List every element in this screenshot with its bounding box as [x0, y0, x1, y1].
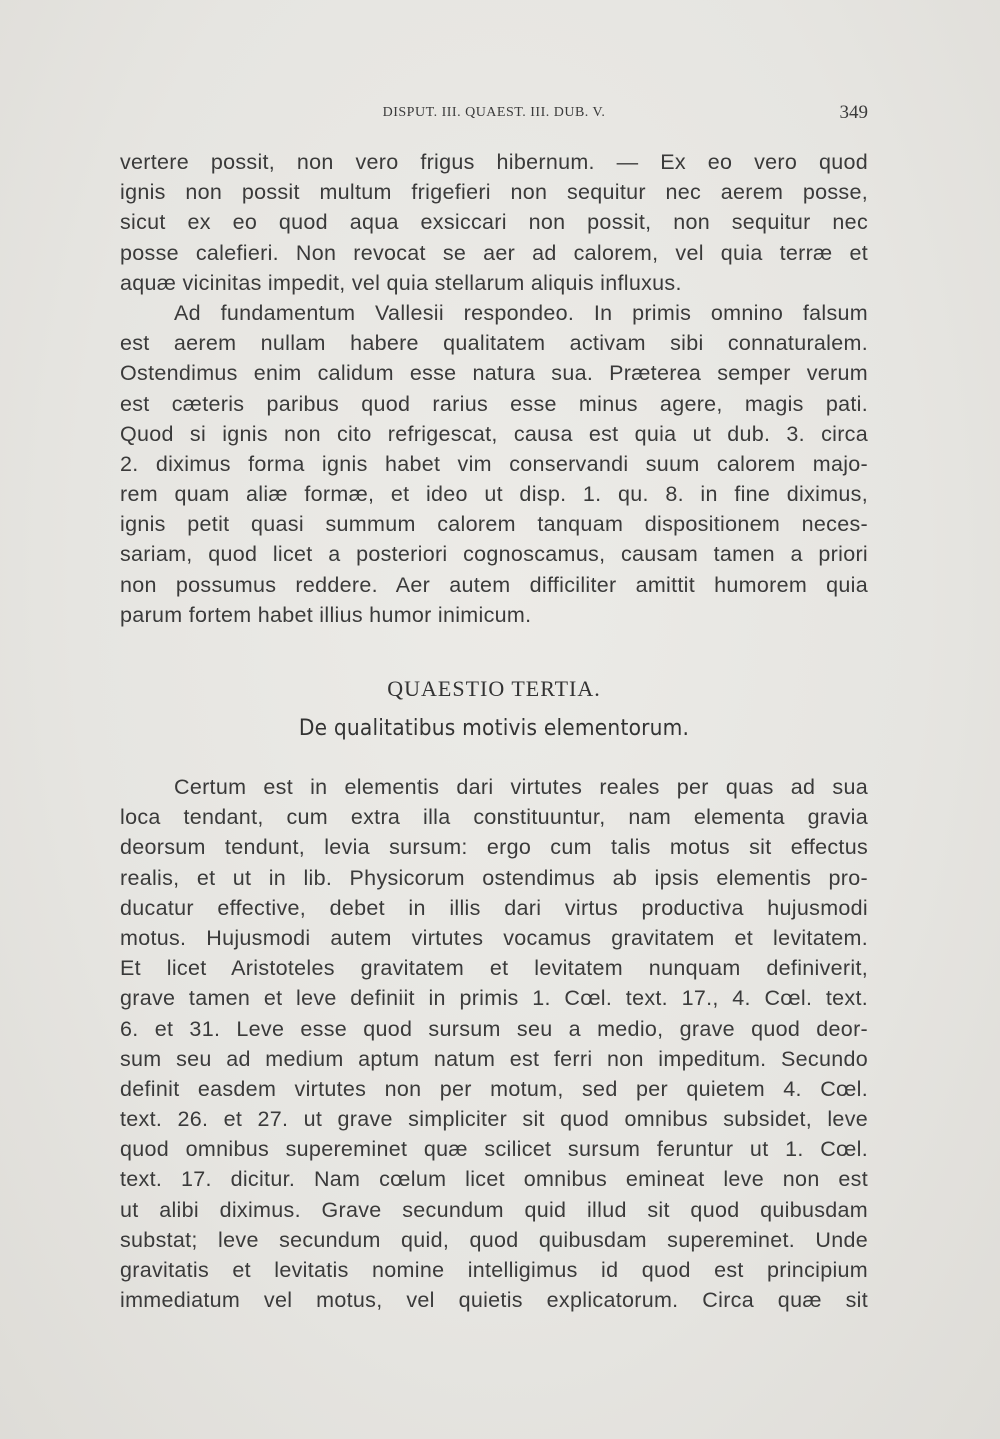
- text-line: ignis non possit multum frigefieri non sequitur nec aerem posse,: [120, 180, 868, 205]
- text-line: text. 17. dicitur. Nam cœlum licet omnibus emineat leve non est: [120, 1167, 868, 1192]
- text-line: gravitatis et levitatis nomine intelligimus id quod est principium: [120, 1258, 868, 1282]
- text-line: est aerem nullam habere qualitatem activam sibi connaturalem.: [120, 331, 868, 356]
- text-line: ignis petit quasi summum calorem tanquam dispositionem neces-: [120, 512, 868, 537]
- section-title: QUAESTIO TERTIA.: [387, 676, 601, 701]
- text-line: non possumus reddere. Aer autem difficiliter amittit humorem quia: [120, 572, 868, 597]
- text-block-continuation: [120, 147, 868, 630]
- text-line: Ad fundamentum Vallesii respondeo. In primis omnino falsum: [174, 300, 868, 325]
- text-line: grave tamen et leve definiit in primis 1. Cœl. text. 17., 4. Cœl. text.: [120, 986, 868, 1011]
- text-block-section: [120, 772, 868, 1315]
- text-line: sicut ex eo quod aqua exsiccari non possit, non sequitur nec: [120, 210, 868, 235]
- page-number: 349: [839, 102, 868, 123]
- text-line: quod omnibus supereminet quæ scilicet sursum feruntur ut 1. Cœl.: [120, 1137, 868, 1162]
- text-line: deorsum tendunt, levia sursum: ergo cum talis motus sit effectus: [120, 835, 868, 860]
- text-line: aquæ vicinitas impedit, vel quia stellarum aliquis influxus.: [120, 270, 682, 295]
- text-line: rem quam aliæ formæ, et ideo ut disp. 1. qu. 8. in fine diximus,: [120, 482, 868, 507]
- text-line: Et licet Aristoteles gravitatem et levitatem nunquam definiverit,: [120, 956, 868, 981]
- text-line: sariam, quod licet a posteriori cognoscamus, causam tamen a priori: [120, 542, 868, 567]
- running-head: [120, 102, 868, 126]
- running-title: DISPUT. III. QUAEST. III. DUB. V.: [382, 105, 606, 120]
- text-line: vertere possit, non vero frigus hibernum. — Ex eo vero quod: [120, 150, 868, 174]
- text-line: sum seu ad medium aptum natum est ferri non impeditum. Secundo: [120, 1046, 868, 1071]
- text-line: 6. et 31. Leve esse quod sursum seu a medio, grave quod deor-: [120, 1016, 868, 1041]
- text-line: immediatum vel motus, vel quietis explicatorum. Circa quæ sit: [120, 1288, 868, 1313]
- text-line: loca tendant, cum extra illa constituuntur, nam elementa gravia: [120, 805, 868, 830]
- text-line: posse calefieri. Non revocat se aer ad calorem, vel quia terræ et: [120, 240, 868, 265]
- text-line: Certum est in elementis dari virtutes reales per quas ad sua: [174, 775, 868, 799]
- text-line: motus. Hujusmodi autem virtutes vocamus gravitatem et levitatem.: [120, 925, 868, 950]
- text-line: Quod si ignis non cito refrigescat, causa est quia ut dub. 3. circa: [120, 421, 868, 446]
- text-line: est cæteris paribus quod rarius esse minus agere, magis pati.: [120, 391, 868, 416]
- text-line: realis, et ut in lib. Physicorum ostendimus ab ipsis elementis pro-: [120, 865, 868, 890]
- text-line: ut alibi diximus. Grave secundum quid illud sit quod quibusdam: [120, 1197, 868, 1222]
- text-line: Ostendimus enim calidum esse natura sua. Præterea semper verum: [120, 361, 868, 386]
- text-line: ducatur effective, debet in illis dari virtus productiva hujusmodi: [120, 895, 868, 920]
- section-subtitle: De qualitatibus motivis elementorum.: [298, 716, 690, 741]
- text-line: definit easdem virtutes non per motum, sed per quietem 4. Cœl.: [120, 1076, 868, 1101]
- text-line: text. 26. et 27. ut grave simpliciter sit quod omnibus subsidet, leve: [120, 1107, 868, 1132]
- text-line: parum fortem habet illius humor inimicum.: [120, 602, 532, 627]
- text-line: substat; leve secundum quid, quod quibusdam supereminet. Unde: [120, 1227, 868, 1252]
- text-line: 2. diximus forma ignis habet vim conservandi suum calorem majo-: [120, 451, 868, 476]
